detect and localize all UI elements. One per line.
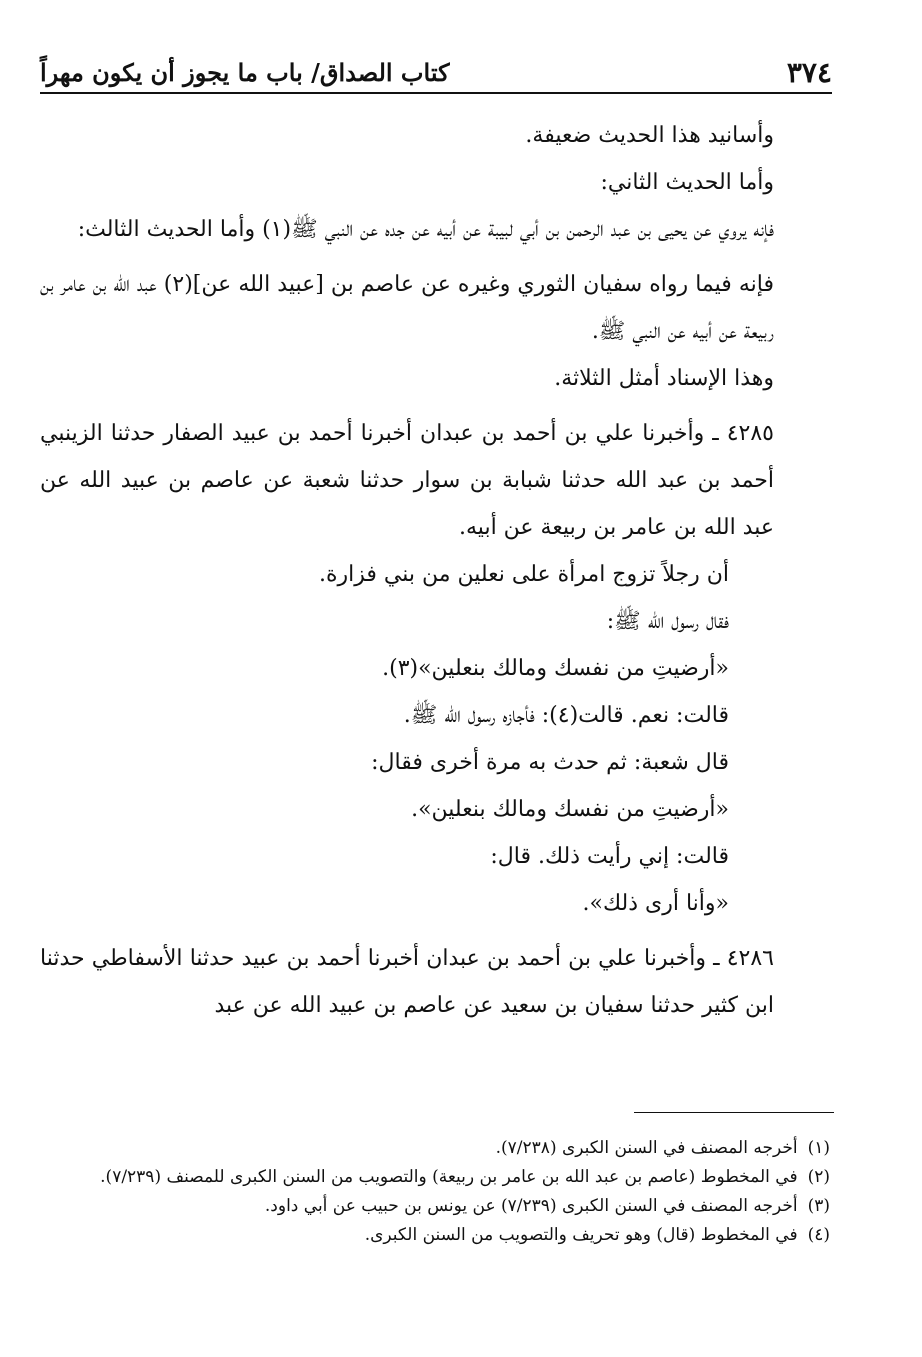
quote: «أرضيتِ من نفسك ومالك بنعلين». [411,797,729,822]
footnotes [70,1132,830,1252]
paragraph: قال شعبة: ثم حدث به مرة أخرى فقال: [371,750,729,775]
paragraph: وأما الحديث الثاني: [600,170,774,195]
hadith-4285: ٤٢٨٥ ـ وأخبرنا علي بن أحمد بن عبدان أخبرنا أحمد بن عبيد الصفار حدثنا الزينبي أحمد بن عبد الله حدثنا شبابة بن سوار حدثنا شعبة عن عاصم بن عبيد الله عن عبد الله بن عامر بن ربيعة عن أبيه. [40,421,774,540]
footnote-number: (٣) [807,1196,830,1216]
footnote [70,1165,830,1190]
quote: «أرضيتِ من نفسك ومالك بنعلين»(٣). [382,656,729,681]
footnote [70,1194,830,1219]
footnote [70,1136,830,1161]
footnote-text: في المخطوط (قال) وهو تحريف والتصويب من السنن الكبرى. [364,1225,798,1245]
footnote [70,1223,830,1248]
footnote-number: (١) [807,1138,830,1158]
footnote-text: أخرجه المصنف في السنن الكبرى (٧/٢٣٨). [495,1138,798,1158]
paragraph: قالت: نعم. قالت(٤): فأجازه رسول الله ﷺ. [403,703,729,728]
paragraph: أن رجلاً تزوج امرأة على نعلين من بني فزارة. [318,562,729,587]
footnote-number: (٢) [807,1167,830,1187]
main-text [40,112,834,1029]
quote: «وأنا أرى ذلك». [582,891,729,916]
paragraph: فقال رسول الله ﷺ: [606,609,729,634]
paragraph: وهذا الإسناد أمثل الثلاثة. [554,366,774,391]
paragraph: فإنه فيما رواه سفيان الثوري وغيره عن عاصم بن [عبيد الله عن](٢) عبد الله بن عامر بن ربيعة عن أبيه عن النبي ﷺ. [40,272,774,344]
page-number: ٣٧٤ [786,55,832,89]
paragraph: فإنه يروي عن يحيى بن عبد الرحمن بن أبي لبيبة عن أبيه عن جده عن النبي ﷺ(١) وأما الحديث الثالث: [77,217,774,242]
footnote-text: في المخطوط (عاصم بن عبد الله بن عامر بن ربيعة) والتصويب من السنن الكبرى للمصنف (٧/٢٣٩). [100,1167,798,1187]
footnote-text: أخرجه المصنف في السنن الكبرى (٧/٢٣٩) عن يونس بن حبيب عن أبي داود. [264,1196,798,1216]
footnote-number: (٤) [807,1225,830,1245]
paragraph: وأسانيد هذا الحديث ضعيفة. [525,123,774,148]
footnote-divider [634,1112,834,1113]
hadith-4286: ٤٢٨٦ ـ وأخبرنا علي بن أحمد بن عبدان أخبرنا أحمد بن عبيد حدثنا الأسفاطي حدثنا ابن كثير حدثنا سفيان بن سعيد عن عاصم بن عبيد الله عن عبد [40,946,774,1018]
page-header [40,52,832,94]
chapter-title: كتاب الصداق/ باب ما يجوز أن يكون مهراً [40,57,450,87]
paragraph: قالت: إني رأيت ذلك. قال: [490,844,729,869]
